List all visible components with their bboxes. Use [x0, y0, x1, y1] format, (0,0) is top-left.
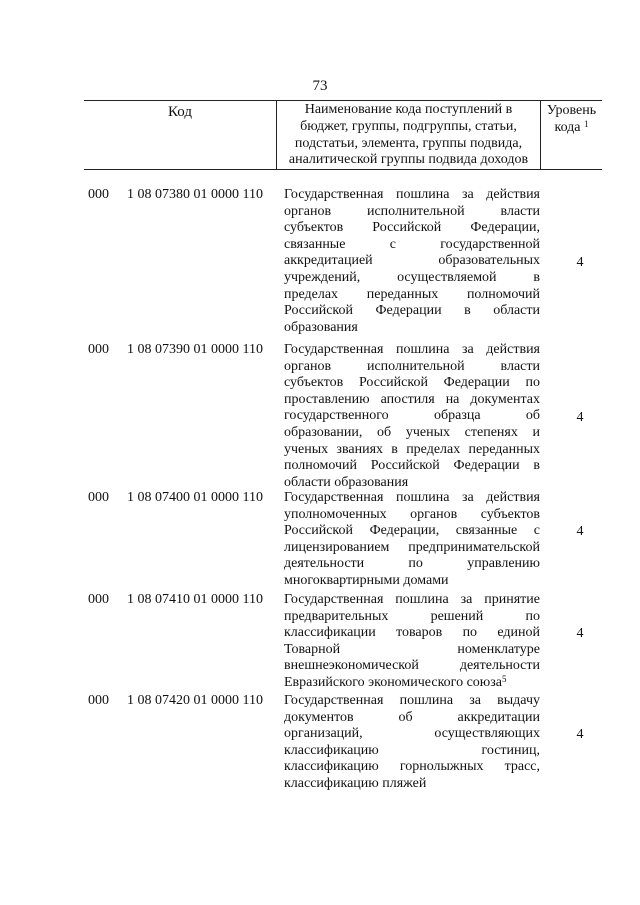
revenue-name-text: Российской Федерации в области: [284, 303, 540, 319]
revenue-name-line: [284, 425, 540, 442]
header-name-line: Наименование кода поступлений в: [304, 102, 513, 117]
revenue-name-line: [284, 573, 540, 590]
revenue-name-line: [284, 220, 540, 237]
footnote-marker: 5: [501, 673, 507, 684]
revenue-name-line: [284, 359, 540, 376]
revenue-name-text: проставлению апостиля на документах: [284, 391, 540, 407]
revenue-name-text: уполномоченных органов субъектов: [284, 506, 540, 522]
revenue-name-text: Российской Федерации, связанные с: [284, 523, 540, 539]
revenue-name-line: [284, 759, 540, 776]
admin-code: 000: [88, 187, 109, 202]
revenue-code: 1 08 07410 01 0000 110: [127, 592, 263, 607]
header-name-line: бюджет, группы, подгруппы, статьи,: [300, 118, 517, 134]
revenue-name-text: Товарной номенклатуре: [284, 641, 540, 657]
revenue-name-line: [284, 253, 540, 270]
revenue-name: [284, 592, 540, 692]
revenue-name-text: субъектов Российской Федерации по: [284, 375, 540, 391]
revenue-name-line: [284, 507, 540, 524]
revenue-name: [284, 187, 540, 336]
revenue-name-line: [284, 320, 540, 337]
revenue-name-line: [284, 726, 540, 743]
code-level: 4: [576, 255, 584, 270]
revenue-name-line: [284, 475, 540, 492]
revenue-name-line: [284, 675, 540, 692]
footnote-marker: 1: [584, 119, 589, 129]
admin-code: 000: [88, 592, 109, 607]
revenue-name-line: [284, 556, 540, 573]
header-level-line: [541, 119, 602, 136]
revenue-name-text: органов исполнительной власти: [284, 203, 540, 219]
revenue-name-text: Государственная пошлина за принятие: [284, 592, 540, 607]
revenue-name-text: Государственная пошлина за действия: [284, 490, 540, 505]
revenue-name-line: [284, 392, 540, 409]
revenue-name-line: [284, 342, 540, 359]
revenue-name-line: [284, 237, 540, 254]
revenue-name-text: лицензированием предпринимательской: [284, 539, 540, 555]
revenue-name-line: [284, 270, 540, 287]
revenue-name-line: [284, 625, 540, 642]
revenue-name-line: [284, 609, 540, 626]
revenue-name-line: [284, 710, 540, 727]
revenue-name-text: государственного образца об: [284, 408, 540, 424]
revenue-name-text: пределах переданных полномочий: [284, 286, 540, 302]
admin-code: 000: [88, 342, 109, 357]
page-number: 73: [312, 78, 328, 94]
revenue-name-line: [284, 287, 540, 304]
header-name-column: [277, 101, 541, 169]
revenue-name-line: [284, 540, 540, 557]
revenue-name-text: полномочий Российской Федерации в: [284, 458, 540, 474]
revenue-code: 1 08 07420 01 0000 110: [127, 693, 263, 708]
code-level: 4: [576, 727, 584, 742]
revenue-name-line: [284, 442, 540, 459]
revenue-name-line: [284, 458, 540, 475]
revenue-name-text: классификацию пляжей: [284, 775, 427, 791]
revenue-name-line: [284, 776, 540, 793]
header-name-line: аналитической группы подвида доходов: [288, 152, 529, 168]
revenue-code: 1 08 07390 01 0000 110: [127, 342, 263, 357]
revenue-name-text: субъектов Российской Федерации,: [284, 220, 540, 236]
revenue-name-text: образовании, об ученых степенях и: [284, 424, 540, 440]
revenue-name-text: классификацию гостиниц,: [284, 742, 540, 758]
revenue-code: 1 08 07380 01 0000 110: [127, 187, 263, 202]
code-level: 4: [576, 410, 584, 425]
revenue-name-text: Государственная пошлина за выдачу: [284, 693, 540, 708]
admin-code: 000: [88, 490, 109, 505]
revenue-name-line: [284, 303, 540, 320]
revenue-name-text: предварительных решений по: [284, 608, 540, 624]
revenue-name-text: внешнеэкономической деятельности: [284, 658, 540, 674]
revenue-name-line: [284, 658, 540, 675]
table-header: [84, 100, 602, 170]
revenue-name-text: аккредитацией образовательных: [284, 253, 540, 269]
header-level-line: Уровень: [546, 103, 597, 118]
revenue-name-text: многоквартирными домами: [284, 572, 449, 588]
revenue-name: [284, 342, 540, 491]
revenue-name-text: органов исполнительной власти: [284, 358, 540, 374]
header-name-line: подстатьи, элемента, группы подвида,: [294, 135, 523, 151]
revenue-name-line: [284, 523, 540, 540]
code-level: 4: [576, 626, 584, 641]
revenue-name-text: организаций, осуществляющих: [284, 726, 540, 742]
code-level: 4: [576, 524, 584, 539]
revenue-name-text: документов об аккредитации: [284, 709, 540, 725]
revenue-name-text: области образования: [284, 474, 409, 490]
revenue-name-line: [284, 408, 540, 425]
header-level-text: кода: [554, 120, 581, 135]
revenue-name: [284, 693, 540, 793]
revenue-name-line: [284, 693, 540, 710]
revenue-name-line: [284, 375, 540, 392]
revenue-name-text: деятельности по управлению: [284, 556, 540, 572]
admin-code: 000: [88, 693, 109, 708]
revenue-name-line: [284, 592, 540, 609]
revenue-code: 1 08 07400 01 0000 110: [127, 490, 263, 505]
revenue-name-line: [284, 187, 540, 204]
revenue-name-text: Евразийского экономического союза: [284, 674, 502, 690]
header-code-column: Код: [84, 101, 277, 169]
revenue-name-text: учреждений, осуществляемой в: [284, 269, 540, 285]
revenue-name-text: образования: [284, 319, 358, 335]
revenue-name: [284, 490, 540, 590]
revenue-name-line: [284, 743, 540, 760]
header-level-column: [541, 101, 602, 169]
revenue-name-text: Государственная пошлина за действия: [284, 187, 540, 202]
revenue-name-text: связанные с государственной: [284, 236, 540, 252]
revenue-name-line: [284, 490, 540, 507]
revenue-name-line: [284, 642, 540, 659]
revenue-name-text: классификацию горнолыжных трасс,: [284, 759, 540, 775]
revenue-name-line: [284, 204, 540, 221]
revenue-name-text: ученых званиях в пределах переданных: [284, 441, 540, 457]
revenue-name-text: Государственная пошлина за действия: [284, 342, 540, 357]
revenue-name-text: классификации товаров по единой: [284, 625, 540, 641]
